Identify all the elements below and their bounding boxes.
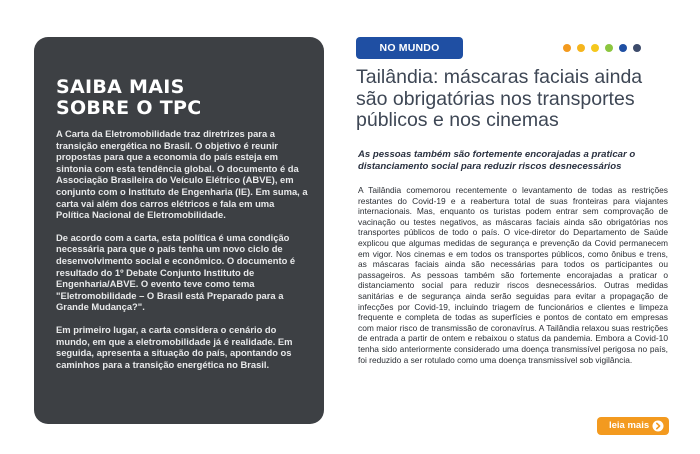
sidebar-paragraph: A Carta da Eletromobilidade traz diretrizes para a transição energética no Brasil. O objetivo é reunir propostas para que a economia do país esteja em sintonia com esta tendência global. O documento é da Associação Brasileira do Veículo Elétrico (ABVE), em conjunto com o Instituto de Engenharia (IE). Em suma, a carta vai além dos carros elétricos e fala em uma Política Nacional de Eletromobilidade.	[56, 128, 308, 221]
section-badge: NO MUNDO	[356, 37, 463, 59]
dot-icon	[577, 44, 585, 52]
article-body: A Tailândia comemorou recentemente o levantamento de todas as restrições restantes do Covid-19 e a reabertura total de suas fronteiras para viajantes internacionais. Mas, enquanto os turistas podem entrar sem comprovação de vacinação ou testes negativos, as máscaras faciais ainda são obrigatórias nos transportes públicos de todo o país. O vice-diretor do Departamento de Saúde explicou que algumas medidas de segurança e prevenção da Covid permanecem em vigor. Nos cinemas e em todos os transportes públicos, como ônibus e trens, as máscaras faciais ainda são necessárias para todos os participantes ou passageiros. As pessoas também são fortemente encorajadas a praticar o distanciamento social para reduzir riscos desnecessários. Outras medidas sanitárias e de segurança ainda serão seguidas para evitar a propagação de infecções por Covid-19, incluindo triagem de funcionários e clientes e limpeza frequente e completa de todas as superfícies e pontos de contato em empresas com maior risco de transmissão de coronavírus. A Tailândia relaxou suas restrições de entrada a partir de ontem e rebaixou o status da pandemia. Embora a Covid-10 tenha sido anteriormente considerado uma doença transmissível perigosa no país, foi reduzido a ser rotulado como uma doença transmissível sob vigilância.	[358, 185, 668, 365]
sidebar-paragraph: Em primeiro lugar, a carta considera o cenário do mundo, em que a eletromobilidade já é realidade. Em seguida, apresenta a situação do país, apontando os caminhos para a transição energética no Brasil.	[56, 323, 293, 370]
sidebar-title-line2: SOBRE O TPC	[56, 97, 202, 119]
decorative-dots	[563, 44, 641, 52]
sidebar-title	[56, 77, 308, 119]
read-more-button[interactable]	[597, 417, 669, 435]
sidebar-paragraph: De acordo com a carta, esta política é uma condição necessária para que o país tenha um novo ciclo de desenvolvimento social e econômico. O documento é resultado do 1º Debate Conjunto Instituto de Engenharia/ABVE. O evento teve como tema "Eletromobilidade – O Brasil está Preparado para a Grande Mudança?".	[56, 231, 296, 313]
dot-icon	[605, 44, 613, 52]
article-headline: Tailândia: máscaras faciais ainda são obrigatórias nos transportes públicos e nos cinemas	[356, 66, 643, 131]
dot-icon	[619, 44, 627, 52]
sidebar-title-line1: SAIBA MAIS	[56, 76, 185, 98]
chevron-right-icon	[652, 420, 664, 432]
read-more-label: leia mais	[609, 420, 650, 431]
dot-icon	[563, 44, 571, 52]
dot-icon	[633, 44, 641, 52]
article-subtitle: As pessoas também são fortemente encorajadas a praticar o distanciamento social para reduzir riscos desnecessários	[358, 149, 636, 172]
info-sidebar	[34, 37, 324, 424]
dot-icon	[591, 44, 599, 52]
